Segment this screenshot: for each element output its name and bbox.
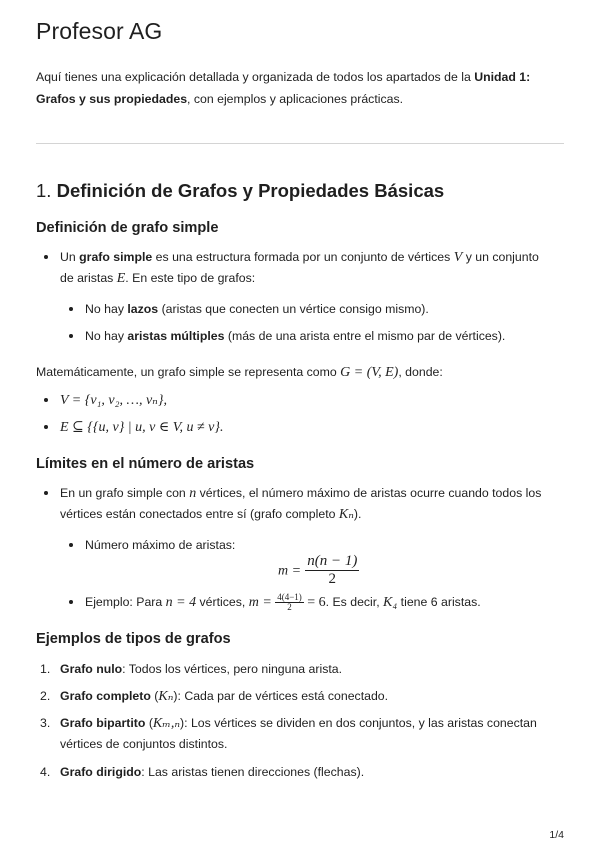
list-item: V = {v₁, v₂, …, vₙ}, bbox=[60, 390, 564, 411]
max-edges-formula: m = $\frac{n(n - 1)}{2}$ bbox=[278, 553, 358, 587]
list-item: 2. Grafo completo (Kₙ): Cada par de vértices está conectado. bbox=[40, 689, 389, 704]
list-item: 4. Grafo dirigido: Las aristas tienen direcciones (flechas). bbox=[40, 765, 365, 779]
math-paragraph: Matemáticamente, un grafo simple se representa como G = (V, E), donde: bbox=[36, 365, 443, 380]
list-item: Un grafo simple es una estructura formada por un conjunto de vértices V y un conjunto de aristas E. En este tipo de grafos: bbox=[60, 247, 564, 289]
list-item: E ⊆ {{u, v} | u, v ∈ V, u ≠ v}. bbox=[60, 417, 564, 438]
page-title: Profesor AG bbox=[36, 18, 163, 44]
subheading-graph-types: Ejemplos de tipos de grafos bbox=[36, 631, 231, 647]
list-item: Número máximo de aristas: bbox=[85, 535, 564, 556]
list-item: En un grafo simple con n vértices, el número máximo de aristas ocurre cuando todos los vértices están conectados entre sí (grafo completo Kₙ). bbox=[60, 483, 564, 525]
subheading-edge-limits: Límites en el número de aristas bbox=[36, 456, 255, 472]
divider bbox=[36, 143, 564, 144]
unit-title: Unidad 1: Grafos y sus propiedades bbox=[36, 70, 531, 106]
page-number: 1/4 bbox=[549, 829, 564, 841]
subheading-simple-graph: Definición de grafo simple bbox=[36, 220, 219, 236]
intro-paragraph: Aquí tienes una explicación detallada y organizada de todos los apartados de la Unidad 1: Grafos y sus propiedades, con ejemplos y aplicaciones prácticas. bbox=[36, 70, 531, 106]
list-item: 1. Grafo nulo: Todos los vértices, pero ninguna arista. bbox=[40, 662, 343, 676]
list-item: No hay lazos (aristas que conecten un vértice consigo mismo). bbox=[85, 299, 564, 320]
list-item: Ejemplo: Para n = 4 vértices, m = $\frac{4(4-1)}{2}$ = 6. Es decir, K₄ tiene 6 aristas. bbox=[85, 592, 564, 613]
list-item: No hay aristas múltiples (más de una arista entre el mismo par de vértices). bbox=[85, 326, 564, 347]
section-heading: 1. Definición de Grafos y Propiedades Básicas bbox=[36, 180, 445, 201]
list-item: 3. Grafo bipartito (Kₘ,ₙ): Los vértices se dividen en dos conjuntos, y las aristas conectan vértices de conjuntos distintos. bbox=[40, 716, 537, 751]
